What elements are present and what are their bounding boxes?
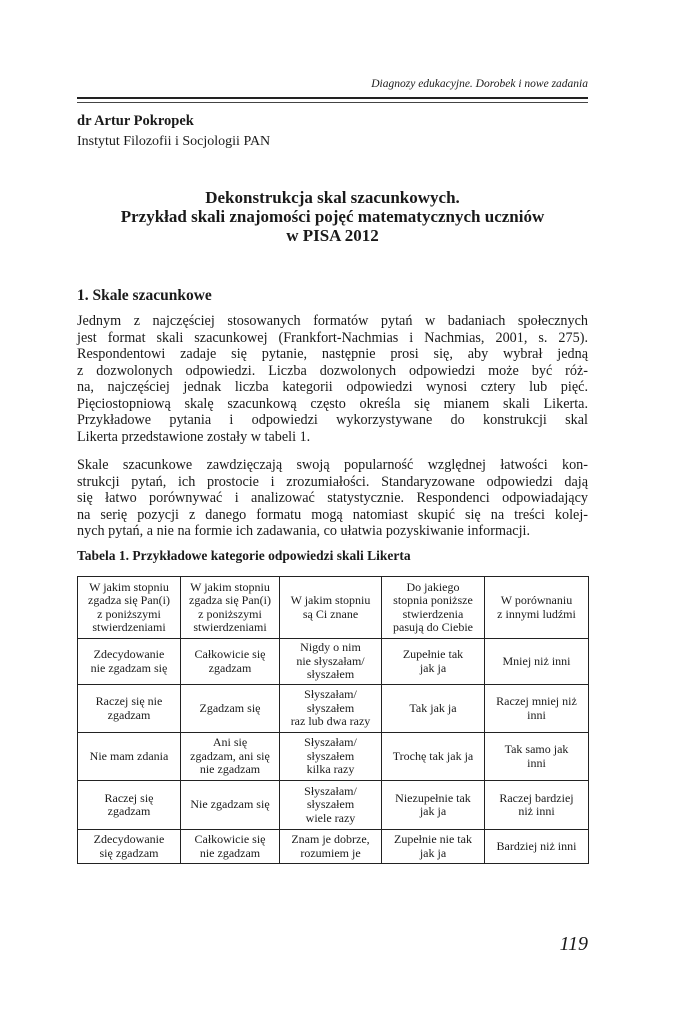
cell-line: nie zgadzam <box>199 845 261 860</box>
section-heading: 1. Skale szacunkowe <box>77 287 212 304</box>
cell-line: pasują do Ciebie <box>393 620 473 634</box>
table-cell <box>78 639 181 685</box>
paragraph-2 <box>77 457 588 540</box>
table-cell <box>280 685 382 733</box>
cell-line: zgadzam <box>107 707 151 722</box>
cell-line: zgadzam <box>107 804 151 818</box>
table-cell <box>485 685 589 733</box>
cell-line: są Ci znane <box>302 606 359 621</box>
table-cell <box>78 685 181 733</box>
table-caption: Tabela 1. Przykładowe kategorie odpowiedzi skali Likerta <box>77 548 411 563</box>
table-cell <box>78 733 181 781</box>
table-cell <box>280 781 382 830</box>
paragraph-1 <box>77 313 588 445</box>
paragraph-line: Przykładowe pytania i odpowiedzi wykorzystywane do konstrukcji skal <box>77 412 588 428</box>
cell-line: wiele razy <box>305 810 356 825</box>
paragraph-line: Respondentowi zadaje się pytanie, następnie prosi się, aby wybrał jedną <box>77 346 588 362</box>
cell-line: nie zgadzam się <box>90 660 168 675</box>
cell-line: Raczej bardziej <box>499 790 574 805</box>
cell-line: stwierdzeniami <box>193 620 267 634</box>
table-header-cell <box>181 577 280 639</box>
table-cell <box>78 781 181 830</box>
cell-line: raz lub dwa razy <box>290 714 371 729</box>
cell-line: Zupełnie nie tak <box>394 832 472 846</box>
cell-line: Zgadzam się <box>199 700 261 715</box>
table-header-cell <box>280 577 382 639</box>
cell-line: inni <box>527 755 546 770</box>
cell-line: Niezupełnie tak <box>395 790 471 805</box>
cell-line: W porównaniu <box>500 593 573 607</box>
title-line: Przykład skali znajomości pojęć matematycznych uczniów <box>120 207 545 226</box>
cell-line: z poniższymi <box>97 606 161 621</box>
table-cell <box>382 781 485 830</box>
cell-line: nie słyszałam/ <box>296 653 365 668</box>
title-line: w PISA 2012 <box>286 226 379 245</box>
table-cell <box>181 733 280 781</box>
cell-line: stwierdzenia <box>402 606 464 621</box>
cell-line: W jakim stopniu <box>89 579 169 594</box>
table-header-cell <box>485 577 589 639</box>
cell-line: jak ja <box>419 845 447 860</box>
cell-line: inni <box>527 707 546 722</box>
page-number: 119 <box>559 933 588 955</box>
paragraph-line: na serię pozycji z danego formatu mogą natomiast skupić się na treści kolej- <box>77 506 588 523</box>
cell-line: Słyszałam/ <box>304 783 357 798</box>
cell-line: Całkowicie się <box>194 832 266 846</box>
table-row <box>78 685 589 733</box>
table-header-row <box>78 577 589 639</box>
table-cell <box>181 639 280 685</box>
paragraph-line: Skale szacunkowe zawdzięczają swoją popularność względnej łatwości kon- <box>77 457 588 473</box>
cell-line: Raczej się <box>104 790 154 805</box>
paragraph-line: jest format skali szacunkowej (Frankfort-Nachmias i Nachmias, 2001, s. 275). <box>77 329 588 346</box>
table-cell <box>181 781 280 830</box>
cell-line: Tak samo jak <box>504 742 569 756</box>
cell-line: Nigdy o nim <box>300 640 361 655</box>
cell-line: Bardziej niż inni <box>496 838 577 853</box>
cell-line: Nie mam zdania <box>89 748 169 763</box>
cell-line: zgadza się Pan(i) <box>88 593 170 607</box>
cell-line: Do jakiego <box>406 579 460 594</box>
paragraph-line: Likerta przedstawione zostały w tabeli 1. <box>77 428 311 445</box>
table-cell <box>485 733 589 781</box>
cell-line: Słyszałam/ <box>304 735 357 750</box>
table-cell <box>181 830 280 864</box>
cell-line: Zupełnie tak <box>402 647 464 661</box>
paragraph-line: nych pytań, a nie na formie ich zadawania, co ułatwia pozyskiwanie informacji. <box>77 523 531 539</box>
table-header-cell <box>78 577 181 639</box>
cell-line: Znam je dobrze, <box>291 832 370 846</box>
header-rule-thin <box>77 102 588 103</box>
cell-line: Tak jak ja <box>409 700 457 715</box>
table-cell <box>485 830 589 864</box>
cell-line: Trochę tak jak ja <box>392 748 474 763</box>
cell-line: niż inni <box>518 804 555 818</box>
cell-line: jak ja <box>419 660 447 675</box>
cell-line: rozumiem je <box>300 845 361 860</box>
header-rule-thick <box>77 97 588 99</box>
cell-line: się zgadzam <box>99 845 159 860</box>
cell-line: Raczej się nie <box>95 694 163 708</box>
cell-line: kilka razy <box>306 762 355 777</box>
cell-line: słyszałem <box>306 667 355 682</box>
paragraph-line: Jednym z najczęściej stosowanych formatów pytań w badaniach społecznych <box>77 313 588 329</box>
cell-line: Zdecydowanie <box>93 832 165 846</box>
table-cell <box>382 639 485 685</box>
table-row <box>78 830 589 864</box>
table-row <box>78 639 589 685</box>
title-line: Dekonstrukcja skal szacunkowych. <box>205 188 460 207</box>
cell-line: zgadza się Pan(i) <box>189 593 271 607</box>
table-cell <box>280 830 382 864</box>
table-cell <box>280 639 382 685</box>
cell-line: Ani się <box>212 735 248 750</box>
cell-line: W jakim stopniu <box>290 593 371 607</box>
cell-line: słyszałem <box>306 797 355 812</box>
cell-line: nie zgadzam <box>199 762 261 777</box>
table-cell <box>382 830 485 864</box>
running-head: Diagnozy edukacyjne. Dorobek i nowe zadania <box>371 78 588 90</box>
table-header-cell <box>382 577 485 639</box>
paragraph-line: strukcji pytań, ich prostocie i zrozumiałości. Standaryzowane odpowiedzi dają <box>77 473 588 490</box>
cell-line: słyszałem <box>306 700 355 715</box>
cell-line: Słyszałam/ <box>304 687 357 702</box>
table-cell <box>382 733 485 781</box>
cell-line: stopnia poniższe <box>393 593 473 607</box>
cell-line: Całkowicie się <box>194 647 266 661</box>
cell-line: Raczej mniej niż <box>496 694 577 708</box>
table-cell <box>382 685 485 733</box>
table-row <box>78 781 589 830</box>
cell-line: stwierdzeniami <box>92 620 166 634</box>
table-cell <box>485 639 589 685</box>
cell-line: Zdecydowanie <box>93 647 165 661</box>
cell-line: Nie zgadzam się <box>190 797 270 812</box>
cell-line: zgadzam, ani się <box>190 748 270 763</box>
article-title <box>77 188 588 245</box>
paragraph-line: na, najczęściej jednak liczba kategorii odpowiedzi wynosi cztery lub pięć. <box>77 379 588 395</box>
paragraph-line: z dozwolonych odpowiedzi. Liczba dozwolonych odpowiedzi może być róż- <box>77 362 588 379</box>
paragraph-line: się łatwo porównywać i analizować statystycznie. Respondenci odpowiadający <box>77 490 588 506</box>
table-cell <box>280 733 382 781</box>
table-cell <box>485 781 589 830</box>
cell-line: Mniej niż inni <box>502 653 571 668</box>
cell-line: jak ja <box>419 804 447 818</box>
table-cell <box>181 685 280 733</box>
cell-line: zgadzam <box>208 660 252 675</box>
author-name: dr Artur Pokropek <box>77 113 194 129</box>
author-affiliation: Instytut Filozofii i Socjologii PAN <box>77 134 271 149</box>
cell-line: z poniższymi <box>198 606 262 621</box>
paragraph-line: Pięciostopniową skalę szacunkową często określa się mianem skali Likerta. <box>77 395 588 412</box>
cell-line: W jakim stopniu <box>190 579 270 594</box>
table-row <box>78 733 589 781</box>
likert-table <box>77 576 589 864</box>
cell-line: słyszałem <box>306 748 355 763</box>
table-cell <box>78 830 181 864</box>
cell-line: z innymi ludźmi <box>497 606 576 621</box>
